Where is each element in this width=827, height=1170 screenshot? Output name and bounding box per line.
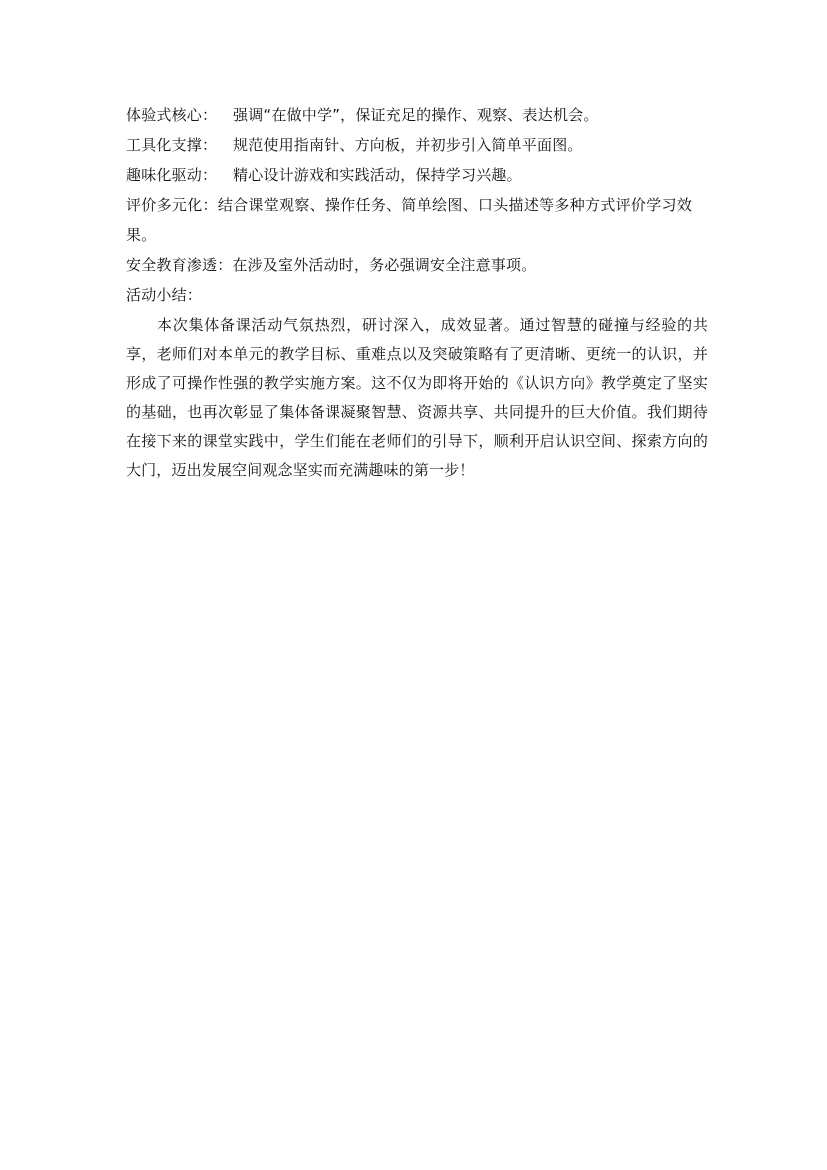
item-label: 工具化支撑： (126, 136, 218, 154)
list-item-diverse-evaluation (126, 190, 708, 250)
list-item-fun-driven (126, 160, 708, 190)
item-text: 规范使用指南针、方向板，并初步引入简单平面图。 (233, 136, 583, 154)
document-body (126, 100, 708, 485)
item-text: 结合课堂观察、操作任务、简单绘图、口头描述等多种方式评价学习效果。 (126, 196, 693, 244)
item-label: 评价多元化： (126, 196, 218, 214)
item-label: 趣味化驱动： (126, 166, 218, 184)
list-item-experiential-core (126, 100, 708, 130)
summary-heading: 活动小结： (126, 286, 203, 304)
list-item-tool-support (126, 130, 708, 160)
item-label: 安全教育渗透： (126, 256, 233, 274)
summary-paragraph: 本次集体备课活动气氛热烈，研讨深入，成效显著。通过智慧的碰撞与经验的共享，老师们对本单元的教学目标、重难点以及突破策略有了更清晰、更统一的认识，并形成了可操作性强的教学实施方案。这不仅为即将开始的《认识方向》教学奠定了坚实的基础，也再次彰显了集体备课凝聚智慧、资源共享、共同提升的巨大价值。我们期待在接下来的课堂实践中，学生们能在老师们的引导下，顺利开启认识空间、探索方向的大门，迈出发展空间观念坚实而充满趣味的第一步！ (126, 316, 708, 479)
list-item-safety-education (126, 250, 708, 280)
item-text: 强调“在做中学”，保证充足的操作、观察、表达机会。 (233, 106, 599, 124)
item-text: 在涉及室外活动时，务必强调安全注意事项。 (232, 256, 537, 274)
item-text: 精心设计游戏和实践活动，保持学习兴趣。 (233, 166, 522, 184)
item-label: 体验式核心： (126, 106, 218, 124)
